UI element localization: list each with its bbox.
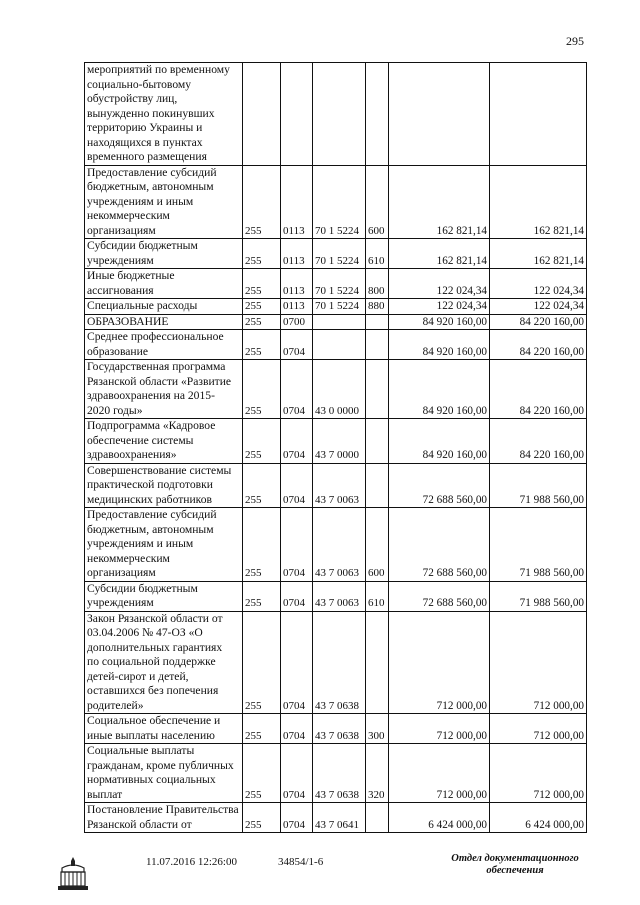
row-sum-2018: 84 220 160,00 — [490, 314, 587, 330]
row-vr: 610 — [366, 581, 389, 611]
row-sum-2018: 84 220 160,00 — [490, 330, 587, 360]
row-name: Совершенствование системы практической подготовки медицинских работников — [85, 463, 243, 508]
row-vr: 600 — [366, 508, 389, 582]
row-sum-2017: 72 688 560,00 — [389, 508, 490, 582]
table-row — [85, 314, 587, 330]
row-vr — [366, 803, 389, 833]
row-ved: 255 — [243, 269, 281, 299]
row-rz-pr: 0113 — [281, 165, 313, 239]
footer-department-text: Отдел документационного обеспечения — [451, 853, 579, 876]
row-sum-2017: 84 920 160,00 — [389, 330, 490, 360]
row-vr: 300 — [366, 714, 389, 744]
row-sum-2018: 162 821,14 — [490, 165, 587, 239]
row-name: Субсидии бюджетным учреждениям — [85, 239, 243, 269]
table-row — [85, 419, 587, 464]
row-vr — [366, 330, 389, 360]
row-name: Подпрограмма «Кадровое обеспечение системы здравоохранения» — [85, 419, 243, 464]
row-ved: 255 — [243, 360, 281, 419]
row-sum-2018: 712 000,00 — [490, 714, 587, 744]
table-row — [85, 360, 587, 419]
footer-department — [440, 853, 590, 877]
row-ved: 255 — [243, 611, 281, 714]
row-sum-2018: 71 988 560,00 — [490, 581, 587, 611]
row-sum-2017: 84 920 160,00 — [389, 314, 490, 330]
row-vr: 610 — [366, 239, 389, 269]
table-row — [85, 63, 587, 166]
row-name: Предоставление субсидий бюджетным, автономным учреждениям и иным некоммерческим организациям — [85, 508, 243, 582]
row-csr — [313, 314, 366, 330]
row-csr — [313, 330, 366, 360]
row-ved: 255 — [243, 314, 281, 330]
row-ved: 255 — [243, 714, 281, 744]
table-row — [85, 611, 587, 714]
row-ved: 255 — [243, 744, 281, 803]
row-ved: 255 — [243, 239, 281, 269]
row-csr: 43 7 0638 — [313, 714, 366, 744]
row-sum-2017: 122 024,34 — [389, 299, 490, 315]
row-csr: 43 7 0641 — [313, 803, 366, 833]
row-vr — [366, 419, 389, 464]
row-name: Социальное обеспечение и иные выплаты населению — [85, 714, 243, 744]
table-row — [85, 165, 587, 239]
row-rz-pr: 0704 — [281, 463, 313, 508]
row-sum-2018: 84 220 160,00 — [490, 419, 587, 464]
row-csr: 43 7 0063 — [313, 581, 366, 611]
table-row — [85, 744, 587, 803]
row-sum-2018: 712 000,00 — [490, 744, 587, 803]
row-vr — [366, 611, 389, 714]
table-row — [85, 330, 587, 360]
row-sum-2017: 72 688 560,00 — [389, 581, 490, 611]
row-sum-2018: 6 424 000,00 — [490, 803, 587, 833]
row-rz-pr: 0704 — [281, 744, 313, 803]
row-sum-2018: 122 024,34 — [490, 299, 587, 315]
table-row — [85, 299, 587, 315]
row-name: Постановление Правительства Рязанской области от — [85, 803, 243, 833]
row-sum-2017 — [389, 63, 490, 166]
row-vr — [366, 463, 389, 508]
row-rz-pr: 0704 — [281, 360, 313, 419]
row-vr: 600 — [366, 165, 389, 239]
table-row — [85, 239, 587, 269]
row-rz-pr: 0704 — [281, 611, 313, 714]
row-rz-pr: 0700 — [281, 314, 313, 330]
row-rz-pr — [281, 63, 313, 166]
row-csr: 70 1 5224 — [313, 299, 366, 315]
row-name: Закон Рязанской области от 03.04.2006 № 47-ОЗ «О дополнительных гарантиях по социальной поддержке детей-сирот и детей, оставшихся без попечения родителей» — [85, 611, 243, 714]
row-name: Среднее профессиональное образование — [85, 330, 243, 360]
row-rz-pr: 0113 — [281, 239, 313, 269]
row-name: Социальные выплаты гражданам, кроме публичных нормативных социальных выплат — [85, 744, 243, 803]
row-vr — [366, 360, 389, 419]
row-rz-pr: 0704 — [281, 419, 313, 464]
table-row — [85, 714, 587, 744]
row-sum-2017: 712 000,00 — [389, 744, 490, 803]
row-ved: 255 — [243, 419, 281, 464]
row-csr: 43 7 0063 — [313, 508, 366, 582]
row-name: мероприятий по временному социально-бытовому обустройству лиц, вынужденно покинувших территорию Украины и находящихся в пунктах временного размещения — [85, 63, 243, 166]
row-sum-2017: 84 920 160,00 — [389, 360, 490, 419]
row-sum-2018: 84 220 160,00 — [490, 360, 587, 419]
row-name: Субсидии бюджетным учреждениям — [85, 581, 243, 611]
row-ved — [243, 63, 281, 166]
row-ved: 255 — [243, 581, 281, 611]
emblem-icon — [56, 854, 90, 892]
row-ved: 255 — [243, 508, 281, 582]
row-vr: 800 — [366, 269, 389, 299]
page-number: 295 — [566, 34, 584, 48]
row-sum-2018: 712 000,00 — [490, 611, 587, 714]
row-rz-pr: 0704 — [281, 581, 313, 611]
row-name: Государственная программа Рязанской области «Развитие здравоохранения на 2015- 2020 годы» — [85, 360, 243, 419]
row-rz-pr: 0704 — [281, 803, 313, 833]
row-sum-2017: 162 821,14 — [389, 165, 490, 239]
row-rz-pr: 0113 — [281, 299, 313, 315]
row-rz-pr: 0113 — [281, 269, 313, 299]
row-sum-2018: 71 988 560,00 — [490, 508, 587, 582]
row-rz-pr: 0704 — [281, 714, 313, 744]
row-name: Предоставление субсидий бюджетным, автономным учреждениям и иным некоммерческим организациям — [85, 165, 243, 239]
row-vr — [366, 63, 389, 166]
row-vr: 880 — [366, 299, 389, 315]
table-row — [85, 269, 587, 299]
row-ved: 255 — [243, 299, 281, 315]
row-ved: 255 — [243, 803, 281, 833]
row-rz-pr: 0704 — [281, 508, 313, 582]
row-sum-2018: 122 024,34 — [490, 269, 587, 299]
row-sum-2017: 6 424 000,00 — [389, 803, 490, 833]
row-sum-2017: 122 024,34 — [389, 269, 490, 299]
footer-timestamp: 11.07.2016 12:26:00 — [146, 856, 237, 868]
row-csr: 43 7 0063 — [313, 463, 366, 508]
budget-table — [84, 62, 587, 833]
row-ved: 255 — [243, 165, 281, 239]
row-vr: 320 — [366, 744, 389, 803]
row-vr — [366, 314, 389, 330]
row-sum-2017: 84 920 160,00 — [389, 419, 490, 464]
footer-document-id: 34854/1-6 — [278, 856, 324, 868]
row-csr: 70 1 5224 — [313, 239, 366, 269]
row-csr — [313, 63, 366, 166]
row-sum-2017: 162 821,14 — [389, 239, 490, 269]
row-csr: 70 1 5224 — [313, 269, 366, 299]
row-ved: 255 — [243, 330, 281, 360]
table-row — [85, 463, 587, 508]
row-sum-2018 — [490, 63, 587, 166]
table-row — [85, 508, 587, 582]
row-name: ОБРАЗОВАНИЕ — [85, 314, 243, 330]
table-row — [85, 803, 587, 833]
row-csr: 43 7 0638 — [313, 744, 366, 803]
row-csr: 70 1 5224 — [313, 165, 366, 239]
table-row — [85, 581, 587, 611]
row-csr: 43 7 0638 — [313, 611, 366, 714]
row-ved: 255 — [243, 463, 281, 508]
row-sum-2017: 712 000,00 — [389, 611, 490, 714]
row-name: Специальные расходы — [85, 299, 243, 315]
row-csr: 43 0 0000 — [313, 360, 366, 419]
row-name: Иные бюджетные ассигнования — [85, 269, 243, 299]
row-sum-2017: 712 000,00 — [389, 714, 490, 744]
row-sum-2018: 71 988 560,00 — [490, 463, 587, 508]
row-csr: 43 7 0000 — [313, 419, 366, 464]
row-rz-pr: 0704 — [281, 330, 313, 360]
row-sum-2017: 72 688 560,00 — [389, 463, 490, 508]
row-sum-2018: 162 821,14 — [490, 239, 587, 269]
